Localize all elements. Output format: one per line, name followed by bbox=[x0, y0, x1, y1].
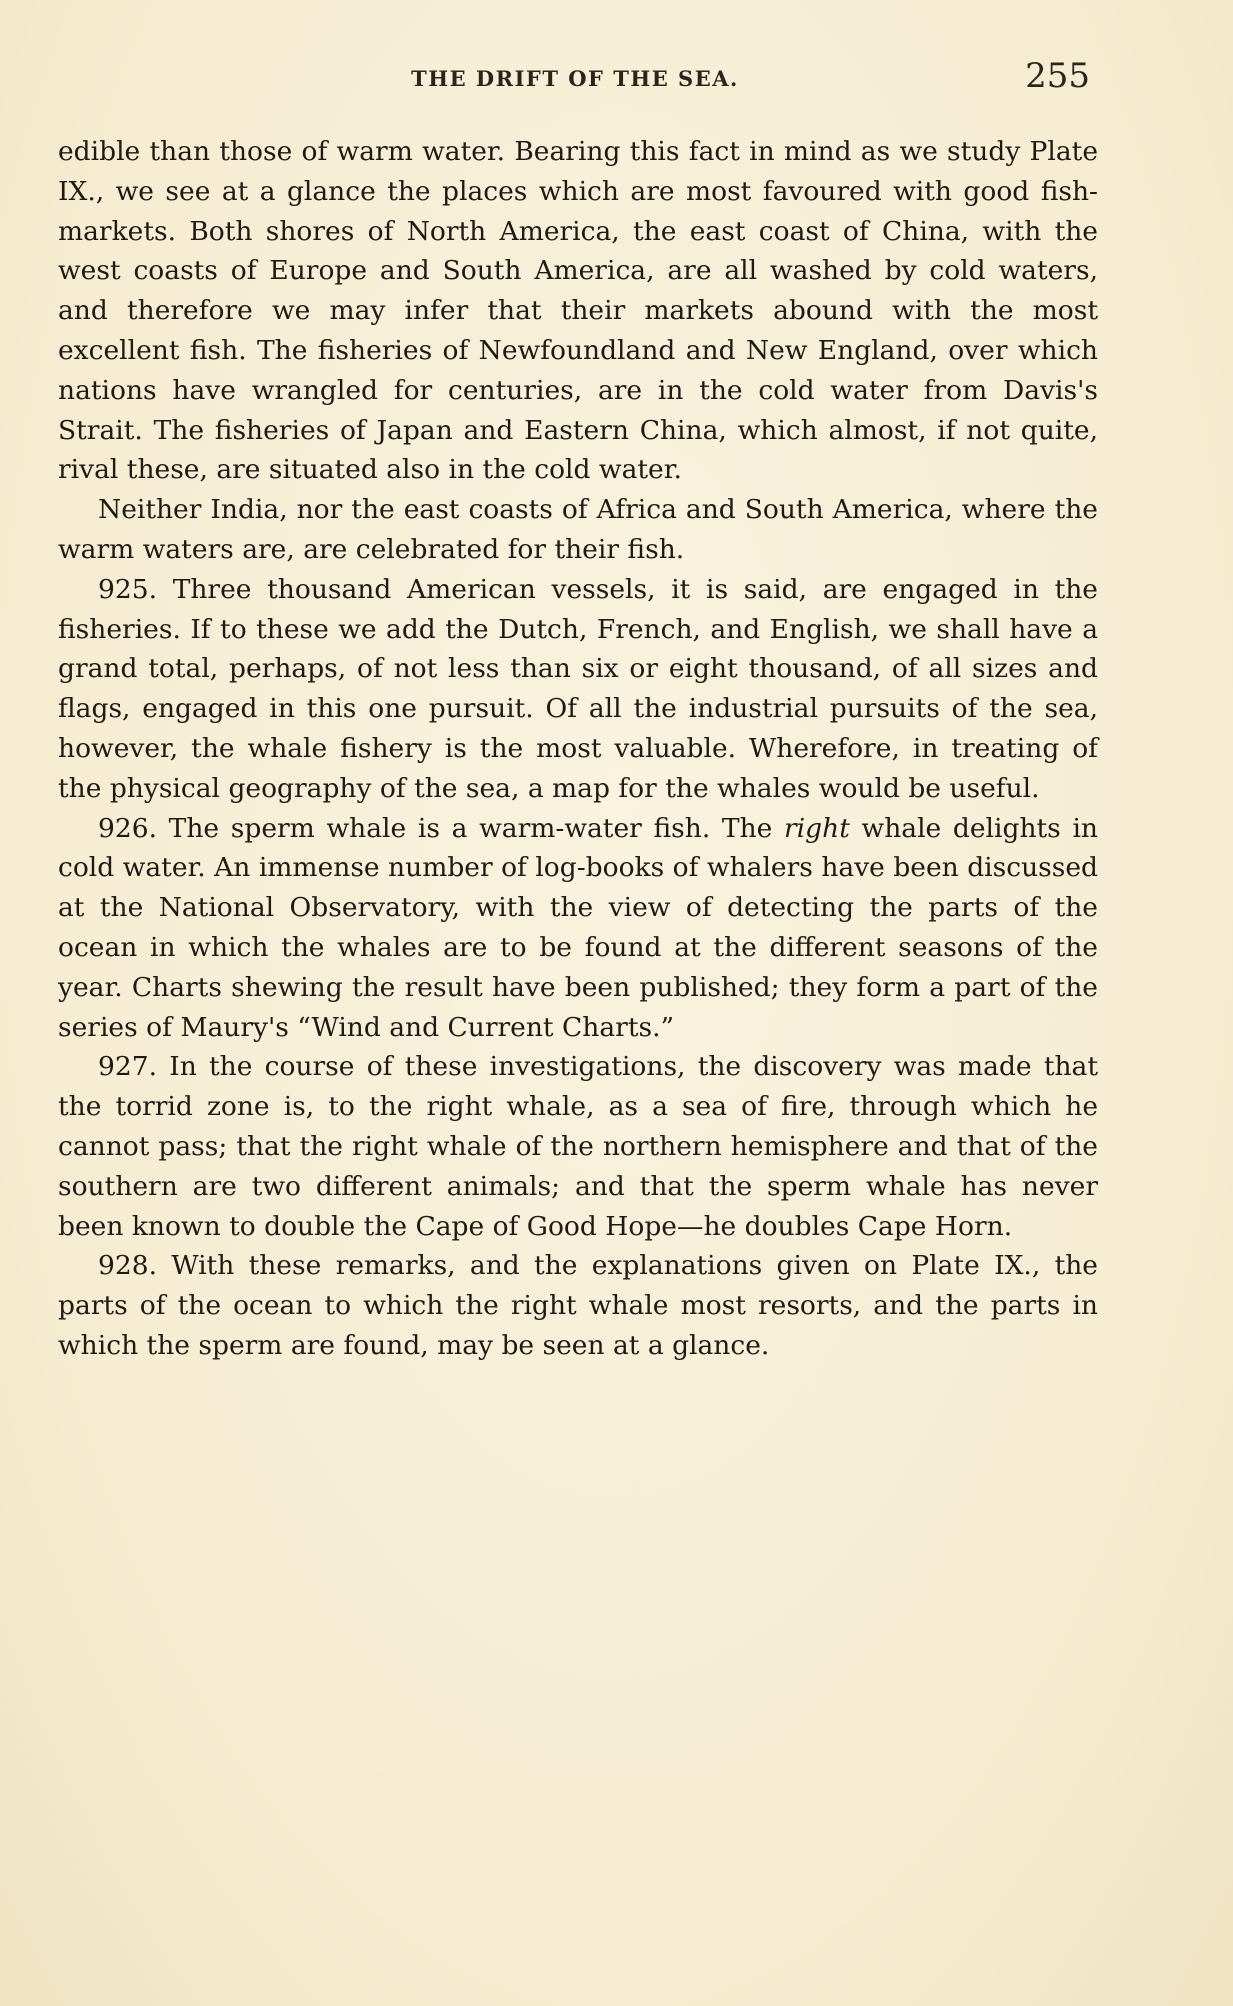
page-number: 255 bbox=[1025, 56, 1090, 96]
running-title: THE DRIFT OF THE SEA. bbox=[411, 66, 739, 91]
paragraph-926-emphasis: right bbox=[784, 812, 850, 844]
paragraph-927: 927. In the course of these investigations, the discovery was made that the torrid zone is, to the right whale, as a sea of fire, through which he cannot pass; that the right whale of the northern hemisphere and that of the southern are two different animals; and that the sperm whale has never been known to double the Cape of Good Hope—he doubles Cape Horn. bbox=[58, 1051, 1098, 1242]
page-header bbox=[60, 56, 1090, 100]
paragraph-925: 925. Three thousand American vessels, it is said, are engaged in the fisheries. If to these we add the Dutch, French, and English, we shall have a grand total, perhaps, of not less than six or eight thousand, of all sizes and flags, engaged in this one pursuit. Of all the industrial pursuits of the sea, however, the whale fishery is the most valuable. Wherefore, in treating of the physical geography of the sea, a map for the whales would be useful. bbox=[58, 573, 1098, 804]
body-text bbox=[58, 132, 1098, 1366]
paragraph-926-end: whale delights in cold water. An immense number of log-books of whalers have been discussed at the National Observatory, with the view of detecting the parts of the ocean in which the whales are to be found at the different seasons of the year. Charts shewing the result have been published; they form a part of the series of Maury's “Wind and Current Charts.” bbox=[58, 812, 1098, 1043]
paragraph-926 bbox=[58, 809, 1098, 1048]
paragraph-928: 928. With these remarks, and the explanations given on Plate IX., the parts of the ocean to which the right whale most resorts, and the parts in which the sperm are found, may be seen at a glance. bbox=[58, 1250, 1098, 1361]
paragraph-continuation: edible than those of warm water. Bearing this fact in mind as we study Plate IX., we see at a glance the places which are most favoured with good fish-markets. Both shores of North America, the east coast of China, with the west coasts of Europe and South America, are all washed by cold waters, and therefore we may infer that their markets abound with the most excellent fish. The fisheries of Newfoundland and New England, over which nations have wrangled for centuries, are in the cold water from Davis's Strait. The fisheries of Japan and Eastern China, which almost, if not quite, rival these, are situated also in the cold water. bbox=[58, 136, 1098, 486]
paragraph-neither-india: Neither India, nor the east coasts of Africa and South America, where the warm waters are, are celebrated for their fish. bbox=[58, 494, 1098, 565]
paragraph-926-start: 926. The sperm whale is a warm-water fish. The bbox=[98, 812, 785, 844]
